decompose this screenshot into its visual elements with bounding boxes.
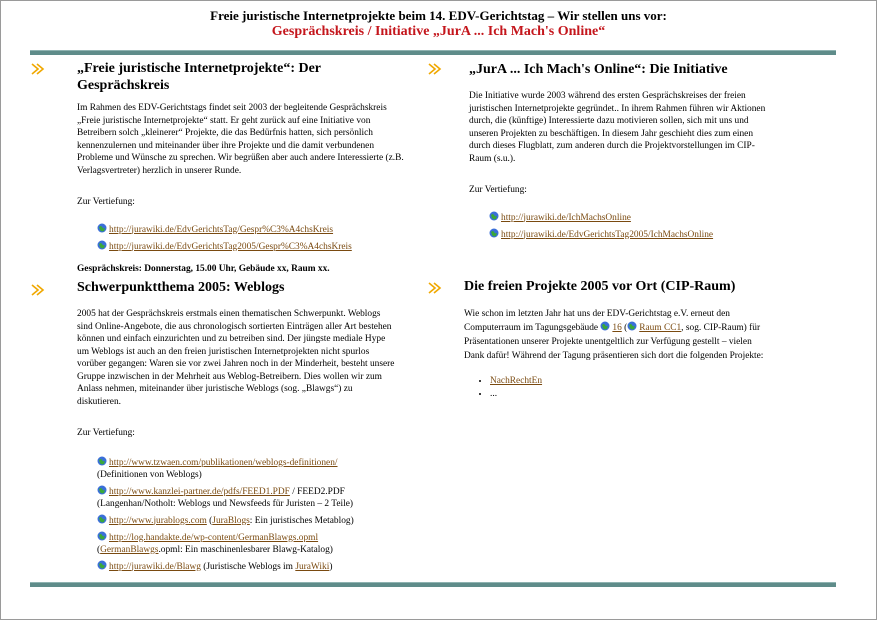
link-note — [97, 544, 395, 556]
link-gespraechskreis-2005[interactable]: http://jurawiki.de/EdvGerichtsTag2005/Gespr%C3%A4chsKreis — [109, 241, 352, 252]
link-ichmachsonline[interactable]: http://jurawiki.de/IchMachsOnline — [501, 212, 631, 223]
link-nachrechten[interactable]: NachRechtEn — [490, 376, 543, 386]
section-text: 2005 hat der Gesprächskreis erstmals einen thematischen Schwerpunkt. Weblogs sind Online-Angebote, die aus chronologisch sortierten Einträgen aller Art bestehen können und einfach einzurichten und zu betreiben sind. Der jüngste mediale Hype um Weblogs ist auch an den freien juristischen Internetprojekten nicht spurlos vorüber gegangen: Waren sie vor zwei Jahren noch in der Minderheit, besteht unsere Gruppe inzwischen in der Mehrheit aus Weblog-Betreibern. Dies wollen wir zum Anlass nehmen, miteinander über juristische Weblogs (sog. „Blawgs“) zu diskutieren. — [77, 309, 395, 407]
globe-icon — [489, 228, 499, 238]
note-prefix: ( — [97, 544, 101, 555]
section-text — [464, 307, 774, 363]
section-title: „Freie juristische Internetprojekte“: Der Gesprächskreis — [77, 61, 321, 93]
text-part-c: , sog. CIP-Raum) für Präsentationen unserer Projekte unentgeltlich zur Verfügung gestellt – vielen Dank dafür! Während der Tagung präsentieren sich dort die folgenden Projekte: — [464, 323, 764, 361]
section-weblogs — [77, 279, 395, 577]
link-building-16[interactable]: 16 — [612, 323, 622, 333]
globe-icon — [600, 321, 610, 331]
link-jurablogs-wiki[interactable]: JuraBlogs — [212, 515, 250, 526]
meeting-info: Gesprächskreis: Donnerstag, 15.00 Uhr, Gebäude xx, Raum xx. — [77, 263, 330, 274]
link-note: (Langenhan/Notholt: Weblogs und Newsfeeds für Juristen – 2 Teile) — [97, 498, 353, 509]
globe-icon — [97, 514, 107, 524]
header-subtitle: Gesprächskreis / Initiative „JurA ... Ich Mach's Online“ — [271, 24, 606, 39]
link-suffix: (Juristische Weblogs im — [200, 561, 296, 572]
link-germanblawgs-opml[interactable]: http://log.handakte.de/wp-content/GermanBlawgs.opml — [109, 532, 319, 543]
globe-icon — [627, 321, 637, 331]
section-gespraechskreis — [77, 60, 407, 275]
vertiefung-label: Zur Vertiefung: — [77, 197, 135, 207]
section-title: „JurA ... Ich Mach's Online“: Die Initiative — [469, 62, 728, 77]
globe-icon — [97, 240, 107, 250]
list-ellipsis: ... — [490, 389, 498, 399]
link-gespraechskreis[interactable]: http://jurawiki.de/EdvGerichtsTag/Gespr%C3%A4chsKreis — [109, 224, 334, 235]
text-part-b: ( — [621, 323, 628, 333]
globe-icon — [97, 485, 107, 495]
list-item — [97, 240, 407, 253]
list-item — [97, 514, 395, 527]
top-divider — [30, 50, 836, 55]
list-item — [490, 388, 774, 401]
section-title: Schwerpunktthema 2005: Weblogs — [77, 280, 285, 295]
globe-icon — [97, 531, 107, 541]
project-list — [484, 375, 774, 401]
text-part-a: Wie schon im letzten Jahr hat uns der EDV-Gerichtstag e.V. erneut den Computerraum im Tagungsgebäude — [464, 309, 730, 333]
vertiefung-label: Zur Vertiefung: — [77, 428, 135, 438]
link-germanblawgs-wiki[interactable]: GermanBlawgs — [100, 544, 159, 555]
globe-icon — [97, 456, 107, 466]
arrow-bullet-icon — [428, 63, 442, 75]
vertiefung-label: Zur Vertiefung: — [469, 185, 527, 195]
link-suffix: ( — [206, 515, 213, 526]
section-initiative — [469, 61, 769, 245]
link-list — [97, 456, 395, 573]
section-cip-raum — [464, 278, 774, 401]
list-item — [97, 531, 395, 556]
globe-icon — [97, 223, 107, 233]
list-item — [97, 560, 395, 573]
section-text: Im Rahmen des EDV-Gerichtstags findet seit 2003 der begleitende Gesprächskreis „Freie juristische Internetprojekte“ statt. Er geht zurück auf eine Initiative von Betreibern solch „kleinerer“ Projekte, die das Bedürfnis hatten, sich persönlich kennenzulernen und miteinander über ihre Projekte und die damit verbundenen Probleme und Wünsche zu sprechen. Wir begrüßen aber auch andere Interessierte (z.B. Verlagsvertreter) herzlich in unserer Runde. — [77, 103, 404, 176]
section-title: Die freien Projekte 2005 vor Ort (CIP-Raum) — [464, 279, 736, 294]
link-raum-cc1[interactable]: Raum CC1 — [639, 323, 682, 333]
list-item — [97, 456, 395, 481]
arrow-bullet-icon — [31, 284, 45, 296]
list-item — [489, 228, 769, 241]
globe-icon — [489, 211, 499, 221]
link-feed1-pdf[interactable]: http://www.kanzlei-partner.de/pdfs/FEED1.PDF — [109, 486, 290, 497]
link-ichmachsonline-2005[interactable]: http://jurawiki.de/EdvGerichtsTag2005/IchMachsOnline — [501, 229, 714, 240]
link-note: (Definitionen von Weblogs) — [97, 469, 202, 480]
bottom-divider — [30, 582, 836, 587]
list-item — [489, 211, 769, 224]
page-header — [0, 8, 877, 40]
note-text: .opml: Ein maschinenlesbarer Blawg-Katalog) — [158, 544, 333, 555]
list-item — [97, 485, 395, 510]
link-suffix-2: : Ein juristisches Metablog) — [249, 515, 354, 526]
link-list — [97, 223, 407, 253]
globe-icon — [97, 560, 107, 570]
arrow-bullet-icon — [428, 282, 442, 294]
link-blawg[interactable]: http://jurawiki.de/Blawg — [109, 561, 201, 572]
list-item — [490, 375, 774, 388]
arrow-bullet-icon — [31, 63, 45, 75]
link-jurawiki[interactable]: JuraWiki — [295, 561, 330, 572]
link-suffix: / FEED2.PDF — [289, 486, 345, 497]
link-jurablogs[interactable]: http://www.jurablogs.com — [109, 515, 207, 526]
link-weblogs-definitionen[interactable]: http://www.tzwaen.com/publikationen/weblogs-definitionen/ — [109, 457, 338, 468]
link-suffix-2: ) — [329, 561, 333, 572]
list-item — [97, 223, 407, 236]
section-text: Die Initiative wurde 2003 während des ersten Gesprächskreises der freien juristischen Internetprojekte gegründet.. In ihrem Rahmen führen wir Aktionen durch, die (künftige) Interessierte dazu motivieren sollen, sich mit uns und unseren Projekten zu beschäftigen. In diesem Jahr geschieht dies zum einen durch dieses Flugblatt, zum anderen durch die Projektvorstellungen im CIP-Raum (s.u.). — [469, 91, 766, 164]
header-title: Freie juristische Internetprojekte beim 14. EDV-Gerichtstag – Wir stellen uns vor: — [210, 8, 667, 23]
link-list — [489, 211, 769, 241]
